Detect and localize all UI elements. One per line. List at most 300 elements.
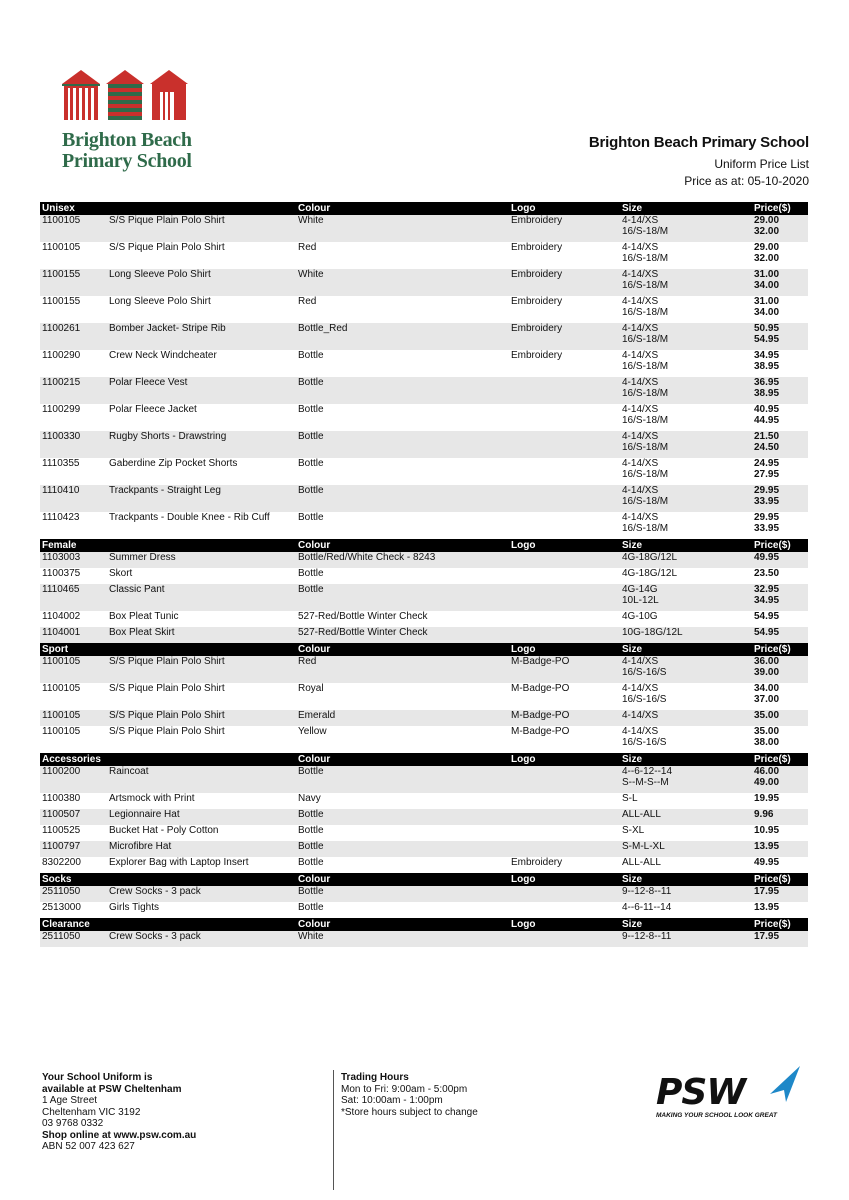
item-row [40, 377, 808, 404]
store-line2: available at PSW Cheltenham [42, 1083, 182, 1095]
price-value: 39.00 [754, 667, 780, 678]
item-prices [752, 809, 808, 825]
item-colour: Bottle [298, 458, 324, 469]
item-code: 1100330 [40, 431, 107, 458]
item-colour: Bottle [296, 886, 509, 902]
item-prices [752, 404, 808, 431]
price-value: 33.95 [754, 496, 780, 507]
item-sizes [620, 902, 752, 918]
item-description: Bomber Jacket- Stripe Rib [107, 323, 296, 350]
item-colour: Bottle [296, 841, 509, 857]
price-value: 38.95 [754, 388, 780, 399]
item-prices [752, 627, 808, 643]
item-sizes [620, 627, 752, 643]
size-header: Size [620, 873, 752, 886]
price-value: 24.50 [754, 442, 780, 453]
price-header: Price($) [752, 202, 808, 215]
price-value: 17.95 [754, 931, 780, 942]
item-code: 1100290 [42, 350, 81, 361]
item-prices [752, 568, 808, 584]
item-sizes [620, 766, 752, 793]
item-logo [509, 809, 620, 825]
size-value: 16/S-18/M [622, 253, 669, 264]
item-row [40, 512, 808, 539]
item-description: Legionnaire Hat [107, 809, 296, 825]
price-value: 54.95 [754, 627, 780, 638]
size-header: Size [620, 753, 752, 766]
section-title: Accessories [40, 753, 107, 766]
price-value: 35.00 [754, 710, 780, 721]
item-prices [752, 931, 808, 947]
price-value: 29.00 [754, 242, 780, 253]
item-sizes [620, 886, 752, 902]
school-logo [62, 68, 192, 178]
size-value: 4G-18G/12L [622, 552, 678, 563]
item-description: Polar Fleece Vest [107, 377, 296, 404]
size-value: 16/S-18/M [622, 226, 669, 237]
item-description: Raincoat [107, 766, 296, 793]
blank [107, 918, 296, 931]
size-value: 16/S-16/S [622, 737, 667, 748]
item-description: Box Pleat Tunic [107, 611, 296, 627]
item-description: Girls Tights [107, 902, 296, 918]
item-colour: Bottle/Red/White Check - 8243 [296, 552, 509, 568]
item-row [40, 793, 808, 809]
item-code: 1100105 [40, 215, 107, 242]
item-logo: Embroidery [511, 296, 563, 307]
item-logo [509, 766, 620, 793]
section-title: Unisex [40, 202, 107, 215]
section-title: Sport [40, 643, 107, 656]
size-value: 16/S-16/S [622, 667, 667, 678]
size-value: 4--6-11--14 [622, 902, 672, 913]
item-sizes [620, 584, 752, 611]
size-value: 4-14/XS [622, 215, 659, 226]
item-code: 1110423 [42, 512, 80, 523]
item-code: 8302200 [42, 857, 81, 868]
item-description: Artsmock with Print [109, 793, 195, 804]
size-value: S--M-S--M [622, 777, 669, 788]
item-colour: Royal [296, 683, 509, 710]
item-prices [752, 683, 808, 710]
price-value: 19.95 [754, 793, 780, 804]
store-abn: ABN 52 007 423 627 [42, 1141, 135, 1152]
size-value: 4-14/XS [622, 656, 659, 667]
size-header: Size [620, 202, 752, 215]
logo-line1: Brighton Beach [62, 129, 192, 151]
size-value: 4-14/XS [622, 296, 659, 307]
price-value: 13.95 [754, 902, 780, 913]
item-logo: Embroidery [511, 242, 563, 253]
item-logo [509, 404, 620, 431]
item-sizes [620, 611, 752, 627]
item-logo [509, 512, 620, 539]
item-sizes [620, 458, 752, 485]
section-header-row [40, 873, 808, 886]
store-address: 1 Age Street [42, 1095, 98, 1106]
blank [107, 643, 296, 656]
psw-tagline: MAKING YOUR SCHOOL LOOK GREAT [656, 1112, 777, 1119]
item-sizes [620, 269, 752, 296]
colour-header: Colour [296, 643, 509, 656]
item-logo [509, 377, 620, 404]
item-description: S/S Pique Plain Polo Shirt [107, 726, 296, 753]
size-value: 9--12-8--11 [622, 931, 672, 942]
beach-hut-icon [150, 68, 188, 120]
item-prices [752, 857, 808, 873]
blank [107, 753, 296, 766]
item-row [40, 857, 808, 873]
item-sizes [620, 683, 752, 710]
blank [107, 202, 296, 215]
item-prices [752, 766, 808, 793]
store-line1: Your School Uniform is [42, 1072, 153, 1083]
size-value: 4-14/XS [622, 377, 659, 388]
price-value: 34.00 [754, 683, 780, 694]
section-header-row [40, 202, 808, 215]
item-sizes [620, 512, 752, 539]
size-header: Size [620, 643, 752, 656]
item-sizes [620, 931, 752, 947]
item-row [40, 323, 808, 350]
item-description: Explorer Bag with Laptop Insert [109, 857, 249, 868]
price-value: 49.95 [754, 857, 780, 868]
item-prices [752, 552, 808, 568]
logo-header: Logo [509, 643, 620, 656]
price-value: 38.00 [754, 737, 780, 748]
item-logo: M-Badge-PO [509, 656, 620, 683]
item-description: S/S Pique Plain Polo Shirt [107, 215, 296, 242]
item-logo: Embroidery [511, 350, 563, 361]
item-description: S/S Pique Plain Polo Shirt [109, 242, 225, 253]
item-prices [752, 793, 808, 809]
item-row [40, 886, 808, 902]
price-value: 17.95 [754, 886, 780, 897]
item-description: Crew Neck Windcheater [109, 350, 217, 361]
item-prices [752, 431, 808, 458]
item-colour: 527-Red/Bottle Winter Check [296, 611, 509, 627]
item-colour: Bottle [296, 766, 509, 793]
trading-hours [341, 1072, 478, 1118]
item-colour: Bottle [298, 404, 324, 415]
item-description: Gaberdine Zip Pocket Shorts [109, 458, 238, 469]
price-value: 36.00 [754, 656, 780, 667]
item-logo [509, 627, 620, 643]
trading-hours-title: Trading Hours [341, 1072, 409, 1083]
item-description: S/S Pique Plain Polo Shirt [107, 683, 296, 710]
size-value: 16/S-18/M [622, 415, 669, 426]
item-logo [509, 552, 620, 568]
item-sizes [620, 656, 752, 683]
item-code: 1100155 [40, 269, 107, 296]
item-logo [509, 825, 620, 841]
item-sizes [620, 215, 752, 242]
colour-header: Colour [296, 918, 509, 931]
item-colour: Emerald [296, 710, 509, 726]
item-sizes [620, 568, 752, 584]
item-code: 1100105 [40, 710, 107, 726]
size-value: 4G-18G/12L [622, 568, 678, 579]
price-value: 32.00 [754, 226, 780, 237]
price-value: 40.95 [754, 404, 780, 415]
logo-header: Logo [509, 202, 620, 215]
item-logo [509, 584, 620, 611]
item-description: Microfibre Hat [107, 841, 296, 857]
item-prices [752, 323, 808, 350]
size-value: 16/S-18/M [622, 442, 669, 453]
item-code: 1100215 [40, 377, 107, 404]
item-row [40, 242, 808, 269]
size-value: 4-14/XS [622, 242, 659, 253]
price-value: 21.50 [754, 431, 780, 442]
item-description: Classic Pant [107, 584, 296, 611]
size-value: 16/S-18/M [622, 523, 669, 534]
price-value: 38.95 [754, 361, 780, 372]
price-value: 31.00 [754, 296, 780, 307]
psw-logo [656, 1064, 806, 1124]
item-sizes [620, 242, 752, 269]
hours-saturday: Sat: 10:00am - 1:00pm [341, 1095, 443, 1106]
size-value: 16/S-18/M [622, 469, 669, 480]
school-name: Brighton Beach Primary School [588, 134, 809, 151]
price-value: 31.00 [754, 269, 780, 280]
price-value: 24.95 [754, 458, 780, 469]
hours-weekday: Mon to Fri: 9:00am - 5:00pm [341, 1083, 468, 1095]
size-value: 4G-10G [622, 611, 658, 622]
psw-wordmark: PSW [656, 1072, 746, 1113]
item-prices [752, 269, 808, 296]
item-logo: Embroidery [509, 323, 620, 350]
item-logo [509, 841, 620, 857]
item-logo [509, 568, 620, 584]
price-value: 34.95 [754, 350, 780, 361]
item-code: 2513000 [40, 902, 107, 918]
item-prices [752, 825, 808, 841]
item-colour: Bottle [296, 485, 509, 512]
item-prices [752, 902, 808, 918]
size-value: 4G-14G [622, 584, 658, 595]
item-sizes [620, 431, 752, 458]
price-value: 36.95 [754, 377, 780, 388]
colour-header: Colour [296, 873, 509, 886]
item-sizes [620, 552, 752, 568]
colour-header: Colour [296, 539, 509, 552]
size-value: 4-14/XS [622, 269, 659, 280]
item-logo [509, 611, 620, 627]
price-value: 35.00 [754, 726, 780, 737]
section-title: Socks [40, 873, 107, 886]
item-prices [752, 841, 808, 857]
item-colour: Red [298, 242, 317, 253]
item-prices [752, 377, 808, 404]
item-code: 1104002 [40, 611, 107, 627]
size-value: ALL-ALL [622, 857, 661, 868]
item-row [40, 215, 808, 242]
size-header: Size [620, 539, 752, 552]
item-sizes [620, 857, 752, 873]
price-value: 27.95 [754, 469, 780, 480]
price-date: Price as at: 05-10-2020 [684, 174, 809, 188]
item-colour: Navy [298, 793, 321, 804]
item-prices [752, 584, 808, 611]
item-code: 1100375 [40, 568, 107, 584]
item-sizes [620, 793, 752, 809]
item-code: 2511050 [40, 886, 107, 902]
psw-swoosh-icon [764, 1064, 804, 1104]
colour-header: Colour [296, 202, 509, 215]
item-colour: Red [296, 656, 509, 683]
item-row [40, 825, 808, 841]
item-colour: Bottle [296, 809, 509, 825]
size-value: 16/S-18/M [622, 388, 669, 399]
item-sizes [620, 323, 752, 350]
price-header: Price($) [752, 753, 808, 766]
item-sizes [620, 726, 752, 753]
item-logo [509, 886, 620, 902]
item-code: 1100105 [40, 683, 107, 710]
item-logo [509, 458, 620, 485]
item-sizes [620, 841, 752, 857]
item-code: 1100797 [40, 841, 107, 857]
item-row [40, 584, 808, 611]
item-code: 1100155 [42, 296, 81, 307]
price-value: 29.00 [754, 215, 780, 226]
logo-header: Logo [509, 918, 620, 931]
item-colour: Bottle [298, 350, 324, 361]
item-colour: White [296, 215, 509, 242]
section-header-row [40, 643, 808, 656]
item-description: Long Sleeve Polo Shirt [109, 296, 211, 307]
blank [107, 873, 296, 886]
item-logo: M-Badge-PO [509, 710, 620, 726]
item-prices [752, 296, 808, 323]
price-value: 34.95 [754, 595, 780, 606]
size-value: 16/S-16/S [622, 694, 667, 705]
hours-note: *Store hours subject to change [341, 1106, 478, 1118]
item-logo [509, 793, 620, 809]
item-description: Summer Dress [107, 552, 296, 568]
price-value: 34.00 [754, 307, 780, 318]
price-header: Price($) [752, 918, 808, 931]
size-value: 16/S-18/M [622, 496, 669, 507]
item-logo [509, 485, 620, 512]
item-code: 1110355 [42, 458, 80, 469]
item-row [40, 726, 808, 753]
size-value: 4-14/XS [622, 485, 659, 496]
footer-divider [333, 1070, 334, 1190]
item-logo: M-Badge-PO [509, 726, 620, 753]
item-row [40, 683, 808, 710]
item-description: Crew Socks - 3 pack [107, 886, 296, 902]
size-value: 16/S-18/M [622, 361, 669, 372]
size-value: 4-14/XS [622, 683, 659, 694]
item-sizes [620, 809, 752, 825]
item-code: 2511050 [40, 931, 107, 947]
item-row [40, 296, 808, 323]
size-value: 4-14/XS [622, 323, 659, 334]
price-value: 9.96 [754, 809, 774, 820]
item-code: 1104001 [40, 627, 107, 643]
item-colour: Bottle [298, 857, 324, 868]
item-code: 1100105 [42, 242, 81, 253]
size-value: 4--6-12--14 [622, 766, 673, 777]
price-value: 29.95 [754, 485, 780, 496]
logo-header: Logo [509, 753, 620, 766]
price-value: 32.00 [754, 253, 780, 264]
price-value: 54.95 [754, 611, 780, 622]
item-sizes [620, 296, 752, 323]
item-row [40, 404, 808, 431]
blank [107, 539, 296, 552]
item-code: 1100105 [40, 726, 107, 753]
item-description: Skort [107, 568, 296, 584]
logo-header: Logo [509, 873, 620, 886]
item-code: 1110410 [40, 485, 107, 512]
item-prices [752, 611, 808, 627]
item-logo [509, 431, 620, 458]
item-colour: Bottle [296, 568, 509, 584]
price-value: 49.95 [754, 552, 780, 563]
item-row [40, 611, 808, 627]
price-header: Price($) [752, 539, 808, 552]
item-description: S/S Pique Plain Polo Shirt [107, 656, 296, 683]
item-colour: Bottle [296, 902, 509, 918]
item-logo: Embroidery [509, 215, 620, 242]
price-value: 29.95 [754, 512, 780, 523]
item-description: Box Pleat Skirt [107, 627, 296, 643]
document-header [589, 134, 809, 188]
item-logo: Embroidery [511, 857, 563, 868]
item-row [40, 656, 808, 683]
item-row [40, 350, 808, 377]
price-value: 44.95 [754, 415, 780, 426]
item-colour: Bottle [296, 431, 509, 458]
item-colour: Bottle [296, 377, 509, 404]
size-value: 10G-18G/12L [622, 627, 683, 638]
item-colour: 527-Red/Bottle Winter Check [296, 627, 509, 643]
item-code: 1100380 [42, 793, 81, 804]
item-prices [752, 656, 808, 683]
item-description: Long Sleeve Polo Shirt [107, 269, 296, 296]
beach-hut-icon [106, 68, 144, 120]
item-prices [752, 242, 808, 269]
item-description: Rugby Shorts - Drawstring [107, 431, 296, 458]
item-prices [752, 458, 808, 485]
price-value: 49.00 [754, 777, 780, 788]
logo-header: Logo [509, 539, 620, 552]
item-row [40, 809, 808, 825]
size-value: 4-14/XS [622, 404, 659, 415]
item-colour: Bottle [296, 584, 509, 611]
item-prices [752, 215, 808, 242]
item-row [40, 766, 808, 793]
size-value: S-XL [622, 825, 645, 836]
item-logo: M-Badge-PO [509, 683, 620, 710]
item-code: 1100105 [40, 656, 107, 683]
price-value: 32.95 [754, 584, 780, 595]
price-value: 10.95 [754, 825, 780, 836]
price-value: 13.95 [754, 841, 780, 852]
item-sizes [620, 350, 752, 377]
item-row [40, 431, 808, 458]
item-row [40, 902, 808, 918]
item-prices [752, 485, 808, 512]
beach-hut-icon [62, 68, 100, 120]
size-value: ALL-ALL [622, 809, 661, 820]
size-value: 16/S-18/M [622, 334, 669, 345]
item-sizes [620, 710, 752, 726]
item-code: 1100507 [40, 809, 107, 825]
